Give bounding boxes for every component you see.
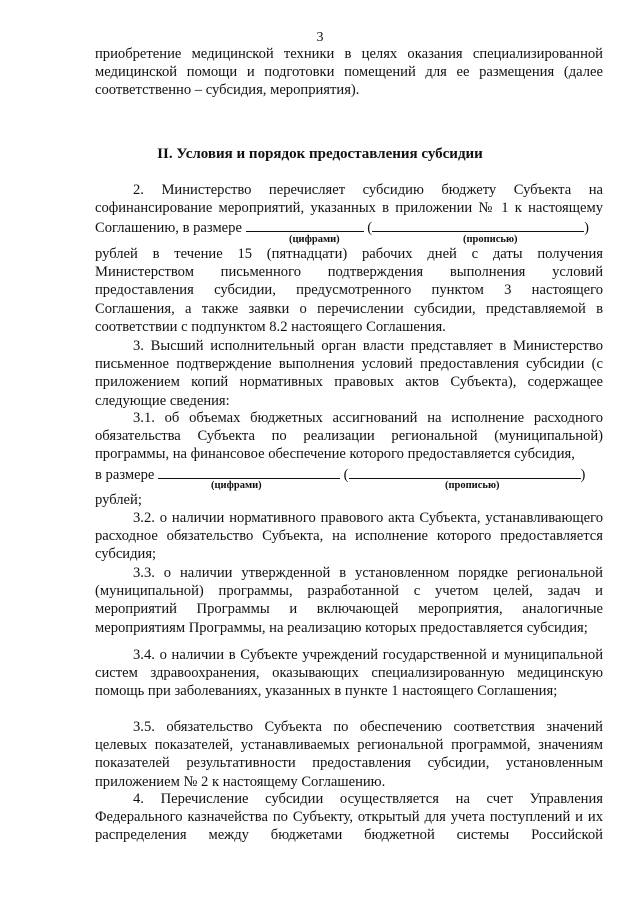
open-paren-2: ( [343,467,349,483]
amount-digits-field-2[interactable] [158,464,340,479]
close-paren: ) [584,220,589,237]
paragraph-3-1-continuation: рублей; [95,492,142,508]
close-paren-2: ) [580,467,586,483]
paragraph-2-continuation: рублей в течение 15 (пятнадцати) рабочих дней с даты получения Министерством письменного подтверждения выполнения условий предоставления субсидии, предусмотренного пунктом 3 настоящего Соглашения, а также заявки о перечислении субсидии, представляемой в соответствии с подпунктом 8.2 настоящего Соглашения. [95,246,603,335]
paragraph-3-3: 3.3. о наличии утвержденной в установленном порядке региональной (муниципальной) программы, разработанной с учетом целей, задач и мероприятий Программы и включающей мероприятия, аналогичные мероприятиям Программы, на реализацию которых предоставляется субсидия; [95,565,603,636]
paragraph-3-1: 3.1. об объемах бюджетных ассигнований на исполнение расходного обязательства Субъекта по реализации региональной (муниципальной) программы, на финансовое обеспечение которого предоставляется субсидия, [95,410,603,463]
caption-words: (прописью) [463,234,518,245]
paragraph-3-2: 3.2. о наличии нормативного правового акта Субъекта, устанавливающего расходное обязательство Субъекта, на исполнение которого предоставляется субсидия; [95,510,603,563]
paragraph-4: 4. Перечисление субсидии осуществляется на счет Управления Федерального казначейства по Субъекту, открытый для учета поступлений и их распределения между бюджетами бюджетной системы Российской [95,791,603,844]
page-number: 3 [316,30,324,45]
amount-words-field[interactable] [372,217,584,232]
paragraph-3: 3. Высший исполнительный орган власти представляет в Министерство письменное подтверждение выполнения условий предоставления субсидии (с приложением копий нормативных правовых актов Субъекта), содержащее следующие сведения: [95,338,603,409]
caption-digits: (цифрами) [289,234,340,245]
paragraph-3-5: 3.5. обязательство Субъекта по обеспечению соответствия значений целевых показателей, устанавливаемых региональной программой, значениям показателей результативности предоставления субсидии, установленным приложением № 2 к настоящему Соглашению. [95,719,603,790]
paragraph-2 [95,181,603,238]
caption-words-2: (прописью) [445,480,500,491]
amount-words-field-2[interactable] [349,464,581,479]
amount-digits-field[interactable] [246,217,364,232]
section-heading: II. Условия и порядок предоставления субсидии [157,146,483,162]
caption-digits-2: (цифрами) [211,480,262,491]
paragraph-3-4: 3.4. о наличии в Субъекте учреждений государственной и муниципальной систем здравоохранения, оказывающих специализированную медицинскую помощь при заболеваниях, указанных в пункте 1 настоящего Соглашения; [95,647,603,700]
intro-paragraph: приобретение медицинской техники в целях оказания специализированной медицинской помощи и подготовки помещений для ее размещения (далее соответственно – субсидия, мероприятия). [95,46,603,99]
open-paren: ( [367,220,373,237]
paragraph-3-1-amount-line [95,464,603,484]
paragraph-2-text: 2. Министерство перечисляет субсидию бюджету Субъекта на софинансирование мероприятий, указанных в приложении № 1 к настоящему Соглашению, в размере [95,182,603,237]
size-label: в размере [95,467,155,483]
